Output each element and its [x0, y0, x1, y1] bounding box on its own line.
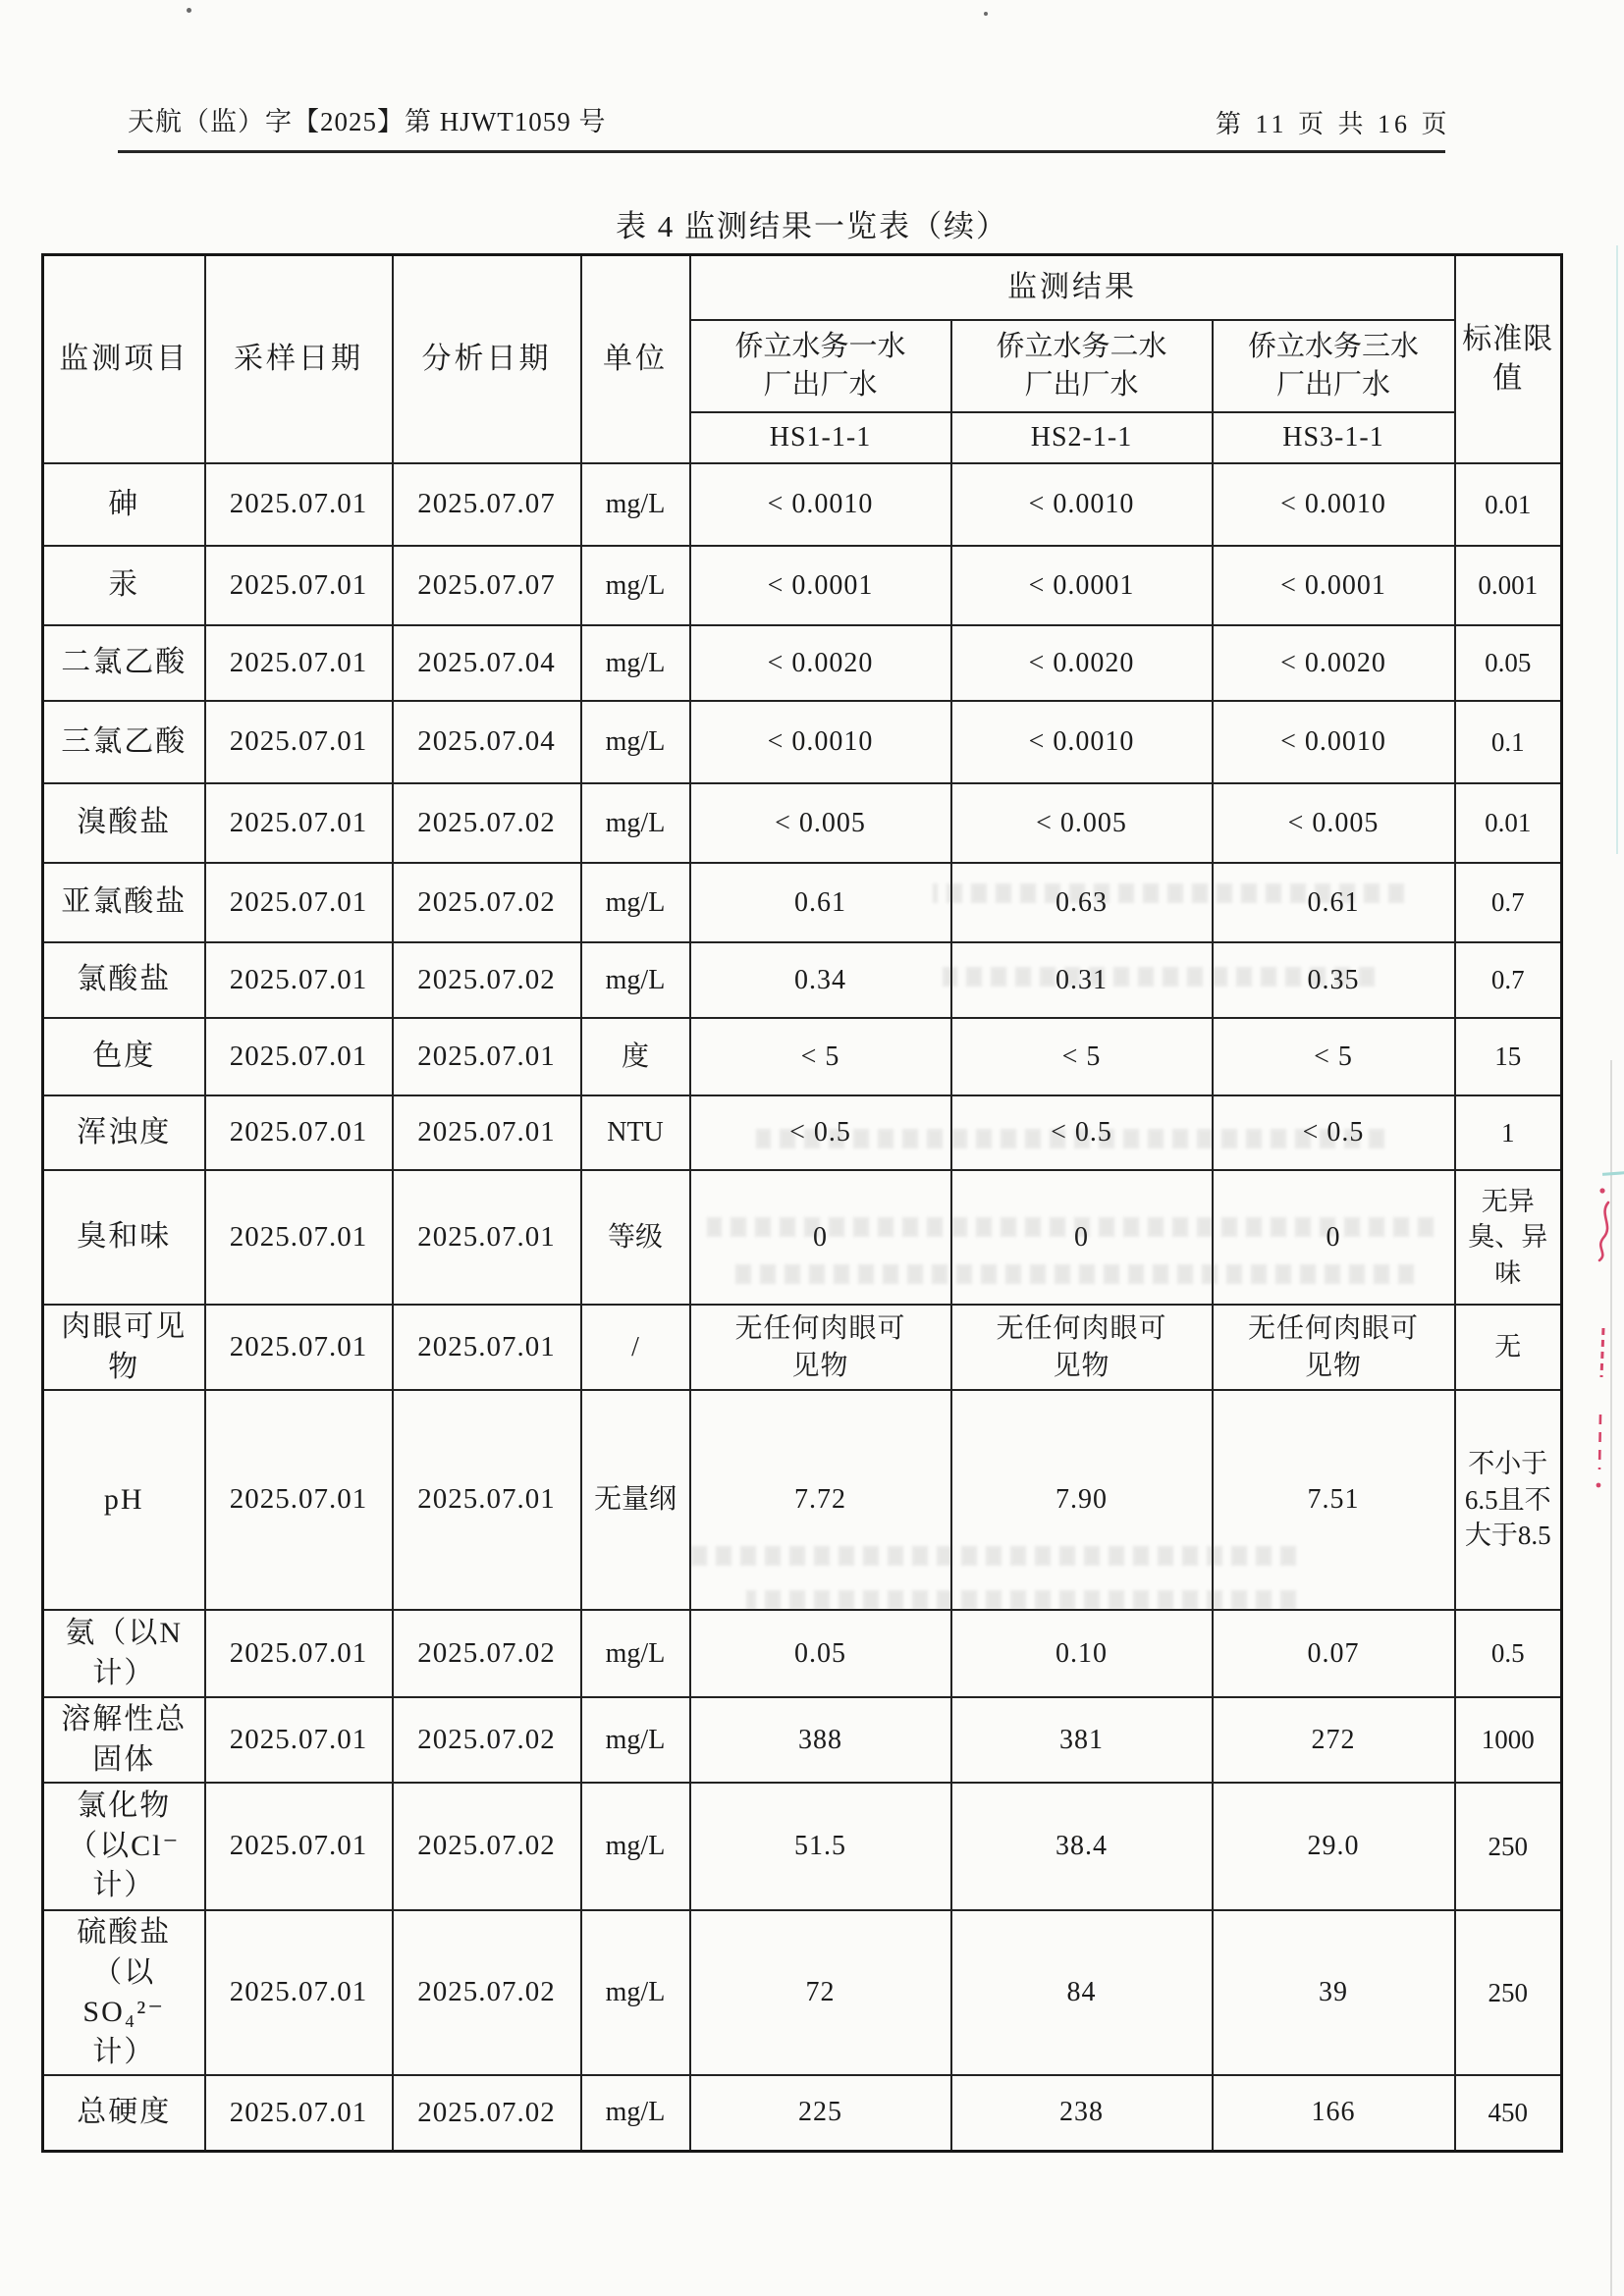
cell-unit: mg/L: [581, 625, 690, 701]
cell-result-hs2: 0.31: [951, 942, 1213, 1018]
cell-analysis-date: 2025.07.01: [393, 1018, 581, 1095]
site-name: 侨立水务三水厂出厂水: [1247, 330, 1419, 400]
cell-result-hs3: < 5: [1213, 1018, 1455, 1095]
cell-sampling-date: 2025.07.01: [205, 1610, 393, 1697]
bleed-through-artifact: [756, 1129, 1384, 1148]
cell-result-hs2: < 0.0020: [951, 625, 1213, 701]
cell-unit: mg/L: [581, 2075, 690, 2151]
col-header-item: 监测项目: [43, 255, 205, 464]
cell-result-hs3: 29.0: [1213, 1783, 1455, 1910]
cell-limit: 1000: [1455, 1697, 1562, 1783]
cell-item: 亚氯酸盐: [43, 863, 205, 942]
col-header-site-2: [951, 320, 1213, 412]
cell-result-hs2: 7.90: [951, 1390, 1213, 1610]
cell-sampling-date: 2025.07.01: [205, 1095, 393, 1170]
cell-unit: mg/L: [581, 1910, 690, 2075]
cell-sampling-date: 2025.07.01: [205, 1305, 393, 1390]
cell-item: 肉眼可见物: [43, 1305, 205, 1390]
cell-result-hs1: 7.72: [690, 1390, 951, 1610]
cell-unit: mg/L: [581, 863, 690, 942]
bleed-through-artifact: [727, 1264, 1414, 1284]
cell-result-hs1: < 0.005: [690, 783, 951, 863]
cell-analysis-date: 2025.07.04: [393, 625, 581, 701]
cell-result-hs3: < 0.0010: [1213, 463, 1455, 546]
cell-result-hs2: 381: [951, 1697, 1213, 1783]
cell-sampling-date: 2025.07.01: [205, 1783, 393, 1910]
cell-text: 无任何肉眼可见物: [734, 1312, 906, 1381]
cell-result-hs2: 0: [951, 1170, 1213, 1305]
cell-result-hs1: 0.61: [690, 863, 951, 942]
cell-result-hs3: 39: [1213, 1910, 1455, 2075]
col-header-site-3: [1213, 320, 1455, 412]
table-row: [43, 625, 1562, 701]
table-row: [43, 1170, 1562, 1305]
cell-item: 氯酸盐: [43, 942, 205, 1018]
cell-result-hs3: [1213, 1305, 1455, 1390]
cell-result-hs1: 0.34: [690, 942, 951, 1018]
cell-analysis-date: 2025.07.01: [393, 1390, 581, 1610]
col-header-limit: 标准限值: [1455, 255, 1562, 464]
cell-result-hs3: < 0.005: [1213, 783, 1455, 863]
cell-item: 三氯乙酸: [43, 701, 205, 783]
cell-limit: 0.7: [1455, 863, 1562, 942]
cell-result-hs2: 238: [951, 2075, 1213, 2151]
bleed-through-artifact: [933, 883, 1404, 903]
cell-analysis-date: 2025.07.01: [393, 1170, 581, 1305]
table-row: [43, 463, 1562, 546]
cell-item: [43, 1783, 205, 1910]
cell-result-hs2: < 0.0010: [951, 701, 1213, 783]
cell-result-hs3: 0.61: [1213, 863, 1455, 942]
cell-unit: mg/L: [581, 1610, 690, 1697]
cell-limit: 无异臭、异味: [1455, 1170, 1562, 1305]
cell-result-hs2: 38.4: [951, 1783, 1213, 1910]
cell-analysis-date: 2025.07.02: [393, 783, 581, 863]
table-row: [43, 546, 1562, 625]
scan-edge-line: [1616, 245, 1618, 854]
cell-result-hs3: 7.51: [1213, 1390, 1455, 1610]
cell-result-hs3: < 0.0001: [1213, 546, 1455, 625]
cell-result-hs1: < 0.0020: [690, 625, 951, 701]
col-header-sampling-date: 采样日期: [205, 255, 393, 464]
cell-unit: mg/L: [581, 942, 690, 1018]
table-row: [43, 2075, 1562, 2151]
cell-limit: 450: [1455, 2075, 1562, 2151]
cell-sampling-date: 2025.07.01: [205, 2075, 393, 2151]
cell-item: 汞: [43, 546, 205, 625]
col-header-code-1: HS1-1-1: [690, 412, 951, 463]
cell-limit: 250: [1455, 1910, 1562, 2075]
cell-result-hs2: < 0.5: [951, 1095, 1213, 1170]
cell-result-hs1: < 0.0010: [690, 463, 951, 546]
cell-unit: mg/L: [581, 546, 690, 625]
cell-text: 无任何肉眼可见物: [1247, 1312, 1419, 1381]
monitoring-results-table: [41, 253, 1563, 2153]
cell-limit: 0.01: [1455, 463, 1562, 546]
cell-unit: NTU: [581, 1095, 690, 1170]
cell-limit: 1: [1455, 1095, 1562, 1170]
cell-analysis-date: 2025.07.04: [393, 701, 581, 783]
scan-speck: [187, 8, 191, 13]
cyan-pen-dash: [1602, 1171, 1624, 1176]
cell-result-hs1: < 5: [690, 1018, 951, 1095]
cell-item: 臭和味: [43, 1170, 205, 1305]
cell-unit: mg/L: [581, 1783, 690, 1910]
scan-speck: [984, 12, 988, 16]
cell-result-hs3: 272: [1213, 1697, 1455, 1783]
table-row: [43, 1018, 1562, 1095]
bleed-through-artifact: [746, 1590, 1296, 1610]
cell-sampling-date: 2025.07.01: [205, 1697, 393, 1783]
cell-result-hs1: 72: [690, 1910, 951, 2075]
table-row: [43, 1910, 1562, 2075]
cell-limit: 不小于6.5且不大于8.5: [1455, 1390, 1562, 1610]
table-row: [43, 1783, 1562, 1910]
cell-unit: mg/L: [581, 1697, 690, 1783]
cell-sampling-date: 2025.07.01: [205, 625, 393, 701]
cell-sampling-date: 2025.07.01: [205, 863, 393, 942]
cell-unit: mg/L: [581, 463, 690, 546]
col-header-analysis-date: 分析日期: [393, 255, 581, 464]
cell-result-hs1: < 0.0010: [690, 701, 951, 783]
cell-sampling-date: 2025.07.01: [205, 1390, 393, 1610]
col-header-code-3: HS3-1-1: [1213, 412, 1455, 463]
cell-result-hs1: 51.5: [690, 1783, 951, 1910]
cell-analysis-date: 2025.07.02: [393, 1697, 581, 1783]
cell-limit: 0.001: [1455, 546, 1562, 625]
cell-item: pH: [43, 1390, 205, 1610]
table-row: [43, 1610, 1562, 1697]
cell-result-hs1: 0: [690, 1170, 951, 1305]
page-number: 第 11 页 共 16 页: [1216, 110, 1451, 138]
col-header-unit: 单位: [581, 255, 690, 464]
cell-result-hs3: 166: [1213, 2075, 1455, 2151]
cell-unit: mg/L: [581, 783, 690, 863]
cell-result-hs2: [951, 1305, 1213, 1390]
bleed-through-artifact: [687, 1546, 1296, 1566]
cell-item: 总硬度: [43, 2075, 205, 2151]
cell-result-hs1: [690, 1305, 951, 1390]
cell-text: 硫酸盐（以SO₄²⁻计）: [77, 1916, 172, 2068]
cell-result-hs1: 225: [690, 2075, 951, 2151]
site-name: 侨立水务一水厂出厂水: [734, 330, 906, 400]
cell-result-hs2: < 0.005: [951, 783, 1213, 863]
cell-item: [43, 1610, 205, 1697]
cell-unit: 等级: [581, 1170, 690, 1305]
cell-item: [43, 1697, 205, 1783]
bleed-through-artifact: [943, 967, 1375, 987]
cell-analysis-date: 2025.07.07: [393, 463, 581, 546]
cell-analysis-date: 2025.07.01: [393, 1095, 581, 1170]
cell-text: 氯化物（以Cl⁻计）: [68, 1789, 181, 1902]
cell-text: 氨（以N计）: [65, 1617, 184, 1689]
table-row: [43, 783, 1562, 863]
header-rule: [118, 150, 1445, 153]
cell-result-hs3: 0: [1213, 1170, 1455, 1305]
cell-result-hs2: 84: [951, 1910, 1213, 2075]
cell-limit: 250: [1455, 1783, 1562, 1910]
red-pen-marks: [1587, 1183, 1624, 1507]
header-row-group: [43, 255, 1562, 321]
cell-result-hs2: < 0.0001: [951, 546, 1213, 625]
table-row: [43, 701, 1562, 783]
cell-item: 溴酸盐: [43, 783, 205, 863]
table-row: [43, 1390, 1562, 1610]
table-row: [43, 1305, 1562, 1390]
bleed-through-artifact: [707, 1217, 1434, 1237]
cell-item: [43, 1910, 205, 2075]
cell-result-hs1: < 0.0001: [690, 546, 951, 625]
cell-unit: /: [581, 1305, 690, 1390]
cell-result-hs1: < 0.5: [690, 1095, 951, 1170]
cell-limit: 0.05: [1455, 625, 1562, 701]
cell-sampling-date: 2025.07.01: [205, 701, 393, 783]
cell-analysis-date: 2025.07.02: [393, 2075, 581, 2151]
cell-sampling-date: 2025.07.01: [205, 546, 393, 625]
cell-result-hs2: 0.10: [951, 1610, 1213, 1697]
cell-unit: 无量纲: [581, 1390, 690, 1610]
cell-text: 溶解性总固体: [61, 1703, 188, 1776]
cell-analysis-date: 2025.07.07: [393, 546, 581, 625]
col-header-site-1: [690, 320, 951, 412]
cell-unit: mg/L: [581, 701, 690, 783]
cell-sampling-date: 2025.07.01: [205, 1018, 393, 1095]
cell-sampling-date: 2025.07.01: [205, 783, 393, 863]
cell-result-hs3: < 0.5: [1213, 1095, 1455, 1170]
cell-sampling-date: 2025.07.01: [205, 463, 393, 546]
cell-unit: 度: [581, 1018, 690, 1095]
cell-analysis-date: 2025.07.02: [393, 1910, 581, 2075]
cell-analysis-date: 2025.07.02: [393, 1610, 581, 1697]
table-row: [43, 1697, 1562, 1783]
cell-result-hs3: 0.07: [1213, 1610, 1455, 1697]
cell-result-hs1: 0.05: [690, 1610, 951, 1697]
report-number: 天航（监）字【2025】第 HJWT1059 号: [128, 107, 607, 136]
cell-item: 浑浊度: [43, 1095, 205, 1170]
cell-limit: 15: [1455, 1018, 1562, 1095]
cell-limit: 0.1: [1455, 701, 1562, 783]
cell-analysis-date: 2025.07.01: [393, 1305, 581, 1390]
cell-result-hs3: 0.35: [1213, 942, 1455, 1018]
cell-text: 无任何肉眼可见物: [996, 1312, 1167, 1381]
cell-limit: 无: [1455, 1305, 1562, 1390]
cell-item: 砷: [43, 463, 205, 546]
cell-limit: 0.5: [1455, 1610, 1562, 1697]
cell-limit: 0.01: [1455, 783, 1562, 863]
cell-result-hs2: < 0.0010: [951, 463, 1213, 546]
cell-result-hs2: 0.63: [951, 863, 1213, 942]
cell-sampling-date: 2025.07.01: [205, 1170, 393, 1305]
cell-analysis-date: 2025.07.02: [393, 942, 581, 1018]
cell-item: 二氯乙酸: [43, 625, 205, 701]
cell-result-hs3: < 0.0010: [1213, 701, 1455, 783]
cell-item: 色度: [43, 1018, 205, 1095]
cell-result-hs3: < 0.0020: [1213, 625, 1455, 701]
cell-sampling-date: 2025.07.01: [205, 1910, 393, 2075]
cell-analysis-date: 2025.07.02: [393, 1783, 581, 1910]
cell-result-hs2: < 5: [951, 1018, 1213, 1095]
cell-limit: 0.7: [1455, 942, 1562, 1018]
table-title: 表 4 监测结果一览表（续）: [616, 209, 1008, 243]
site-name: 侨立水务二水厂出厂水: [996, 330, 1167, 400]
cell-result-hs1: 388: [690, 1697, 951, 1783]
cell-sampling-date: 2025.07.01: [205, 942, 393, 1018]
col-header-code-2: HS2-1-1: [951, 412, 1213, 463]
cell-analysis-date: 2025.07.02: [393, 863, 581, 942]
col-header-results-group: 监测结果: [690, 255, 1455, 321]
